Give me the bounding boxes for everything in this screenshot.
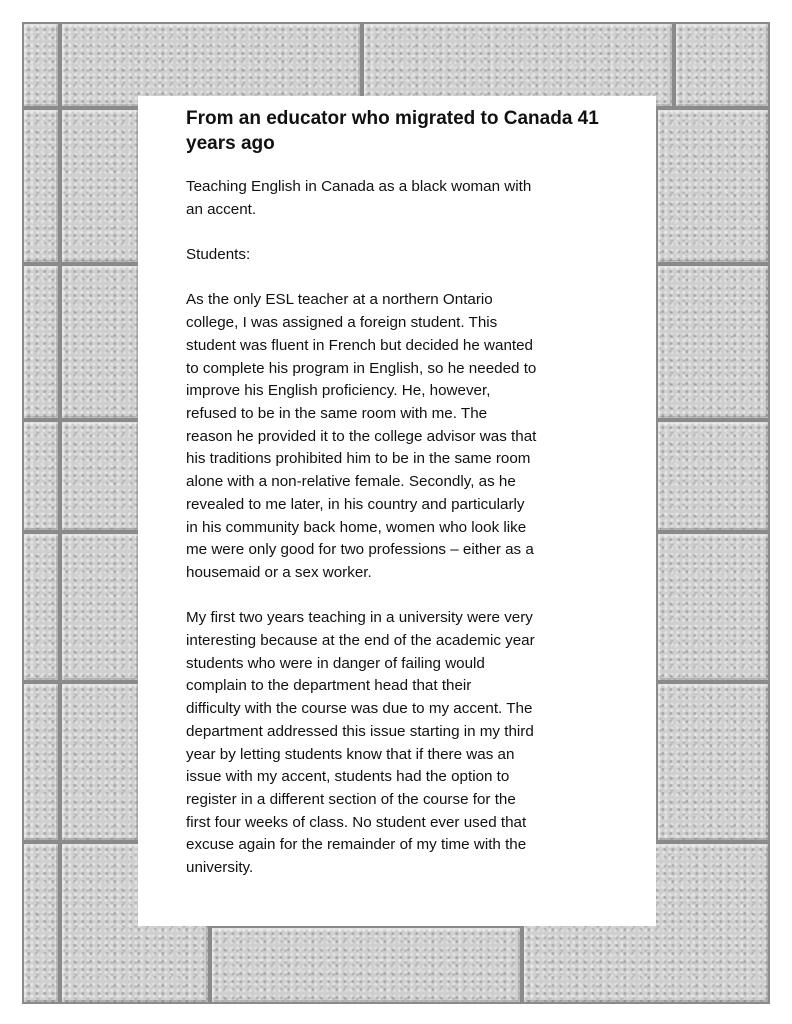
text-line: issue with my accent, students had the option to [186,768,510,786]
stone-block [210,926,522,1004]
stone-block [60,682,140,842]
text-line: excuse again for the remainder of my time with the [186,836,527,854]
stone-block [22,22,60,108]
paragraph-university-story [186,607,611,879]
paragraph-intro [186,176,611,221]
stone-block [656,682,770,842]
stone-block [22,532,60,682]
text-line: improve his English proficiency. He, however, [186,382,491,400]
text-line: college, I was assigned a foreign student. This [186,314,498,332]
text-line: housemaid or a sex worker. [186,563,372,581]
stone-block [60,264,140,420]
text-line: alone with a non-relative female. Secondly, as he [186,473,516,491]
text-line: first four weeks of class. No student ever used that [186,813,527,831]
text-line: in his community back home, women who look like [186,518,527,536]
text-line: an accent. [186,200,257,218]
text-line: student was fluent in French but decided he wanted [186,336,534,354]
stone-block [656,532,770,682]
text-line: department addressed this issue starting in my third [186,722,534,740]
paragraph-section-heading [186,244,611,267]
text-line: Students: [186,246,251,264]
text-line: his traditions prohibited him to be in the same room [186,450,531,468]
text-line: Teaching English in Canada as a black woman with [186,178,532,195]
document-card [138,96,656,926]
stone-block [22,264,60,420]
text-line: complain to the department head that their [186,677,472,695]
text-line: difficulty with the course was due to my accent. The [186,700,533,718]
stone-block [656,108,770,264]
stone-block [60,420,140,532]
stone-block [656,264,770,420]
stone-block [22,108,60,264]
text-line: interesting because at the end of the academic year [186,632,535,650]
stone-block [22,420,60,532]
text-line: to complete his program in English, so he needed to [186,359,537,377]
stone-block [656,420,770,532]
text-line: reason he provided it to the college advisor was that [186,427,537,445]
text-line: revealed to me later, in his country and particularly [186,495,525,513]
text-line: register in a different section of the course for the [186,790,516,808]
document-title: From an educator who migrated to Canada 41 years ago [186,108,599,154]
stone-block [60,532,140,682]
stone-block [60,108,140,264]
text-line: year by letting students know that if there was an [186,745,515,763]
stone-block [22,842,60,1004]
text-line: university. [186,859,254,877]
text-line: refused to be in the same room with me. The [186,405,488,422]
text-line: As the only ESL teacher at a northern Ontario [186,291,493,309]
paragraph-esl-story [186,289,611,584]
stone-block [22,682,60,842]
stone-block [674,22,770,108]
text-line: me were only good for two professions – either as a [186,541,534,559]
text-line: students who were in danger of failing would [186,654,485,672]
text-line: My first two years teaching in a university were very [186,609,533,627]
